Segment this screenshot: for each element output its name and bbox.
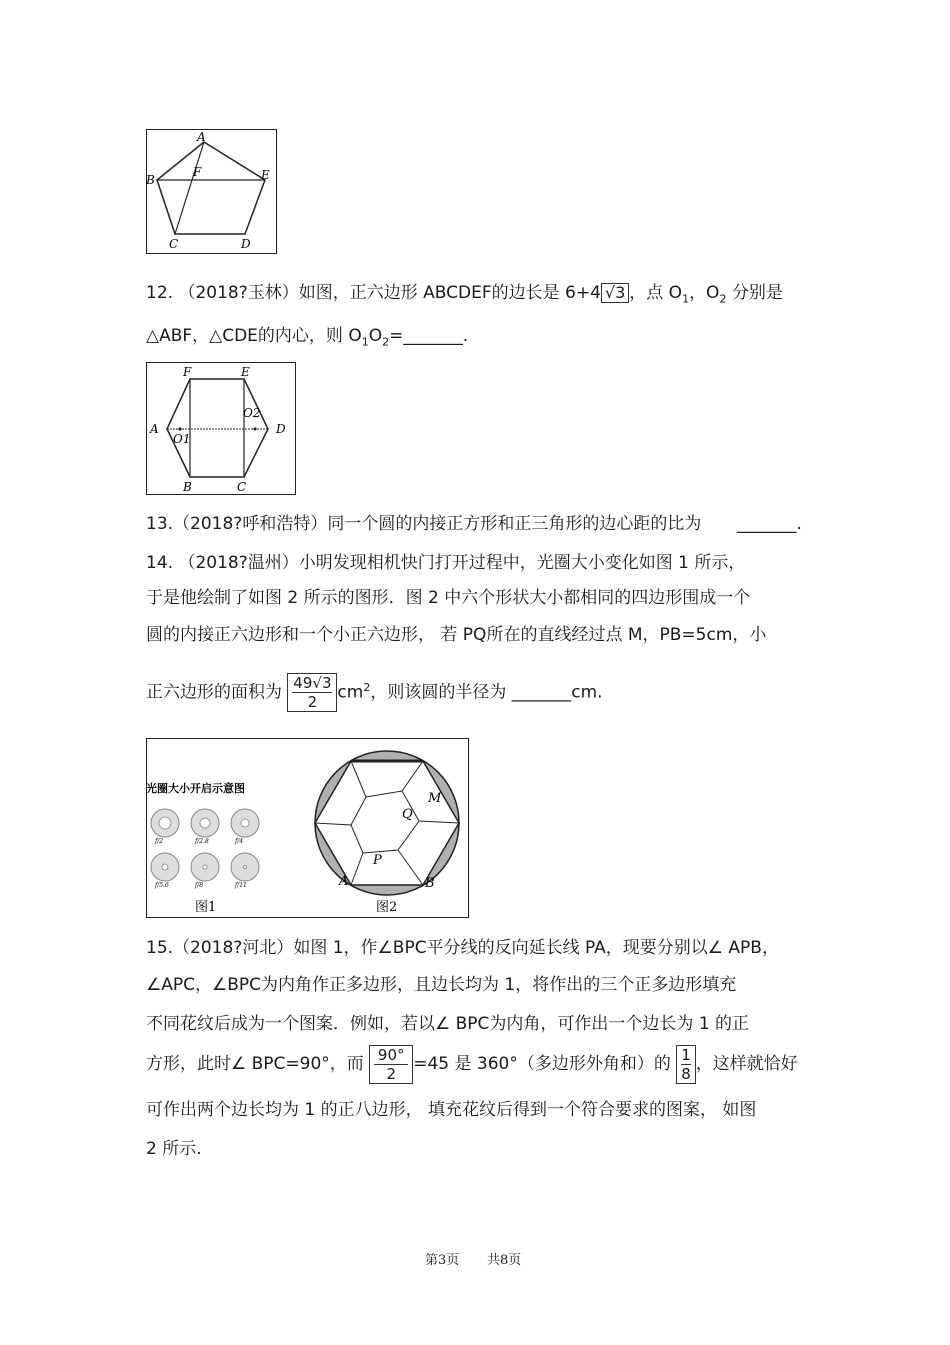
aperture-icon-3 xyxy=(231,809,259,837)
figure-pentagon xyxy=(146,129,277,254)
pentagon-diagram xyxy=(147,130,275,252)
label-A: A xyxy=(150,422,159,436)
svg-text:f/2: f/2 xyxy=(155,838,164,845)
q15-line4: 方形，此时∠ BPC=90°，而 $\frac{90^\circ}{2}$ =45 是 360°（多边形外角和）的 $\frac{1}{8}$ ，这样就恰好 xyxy=(146,1045,798,1083)
q15-line3: 不同花纹后成为一个图案．例如，若以∠ BPC为内角，可作出一个边长为 1 的正 xyxy=(146,1014,750,1034)
aperture-icon-4 xyxy=(151,853,179,881)
svg-text:f/4: f/4 xyxy=(235,838,244,845)
aperture-icon-2 xyxy=(191,809,219,837)
label-M: M xyxy=(428,791,442,806)
fraction-90-over-2: $\frac{90^\circ}{2}$ xyxy=(369,1045,413,1084)
label-O1: O1 xyxy=(173,432,191,446)
label-Q: Q xyxy=(402,807,413,822)
label-D: D xyxy=(241,237,251,251)
q14-line2: 于是他绘制了如图 2 所示的图形．图 2 中六个形状大小都相同的四边形围成一个 xyxy=(146,588,751,608)
q15-line2: ∠APC，∠BPC为内角作正多边形，且边长均为 1，将作出的三个正多边形填充 xyxy=(146,975,737,995)
svg-text:f/8: f/8 xyxy=(195,882,204,889)
aperture-icon-1 xyxy=(151,809,179,837)
aperture-title: 光圈大小开启示意图 xyxy=(146,782,245,795)
fig2-caption: 图2 xyxy=(376,900,398,915)
q12-line2: △ABF，△CDE的内心，则 $O_1O_2=\_\_\_\_\_\_\_$. xyxy=(146,326,469,349)
q14-line4: 正六边形的面积为 $\frac{49√3}{2}$ $cm^2$，则该圆的半径为 _______cm. xyxy=(146,674,603,712)
q15-line1: 15.（2018?河北）如图 1，作∠BPC平分线的反向延长线 PA，现要分别以∠ APB， xyxy=(146,938,779,958)
q12-line1: 12. （2018?玉林）如图，正六边形 ABCDEF的边长是 6+4 √3 ，点 $O_1$，$O_2$ 分别是 xyxy=(146,283,783,306)
q13-line: 13.（2018?呼和浩特）同一个圆的内接正方形和正三角形的边心距的比为 xyxy=(146,514,702,534)
label-C: C xyxy=(169,237,179,251)
svg-text:f/2.8: f/2.8 xyxy=(195,838,209,845)
q13-blank: _______. xyxy=(737,514,802,534)
label-B: B xyxy=(425,876,435,891)
q15-line5: 可作出两个边长均为 1 的正八边形， 填充花纹后得到一个符合要求的图案， 如图 xyxy=(146,1100,757,1120)
label-C: C xyxy=(237,480,247,494)
aperture-diagram xyxy=(147,739,467,916)
svg-text:f/5.6: f/5.6 xyxy=(155,882,169,889)
fraction-1-over-8: $\frac{1}{8}$ xyxy=(676,1045,696,1084)
hexagon-diagram xyxy=(147,363,294,493)
q14-line1: 14. （2018?温州）小明发现相机快门打开过程中，光圈大小变化如图 1 所示， xyxy=(146,553,746,573)
q14-line3: 圆的内接正六边形和一个小正六边形， 若 PQ所在的直线经过点 M，PB=5cm，小 xyxy=(146,625,767,645)
footer-total: 共8页 xyxy=(487,1253,522,1268)
fig1-caption: 图1 xyxy=(195,900,217,915)
fraction-area: $\frac{49√3}{2}$ xyxy=(287,673,337,712)
label-D: D xyxy=(276,422,286,436)
sqrt-box: √3 xyxy=(601,283,629,303)
footer-page: 第3页 xyxy=(425,1253,460,1268)
svg-text:f/11: f/11 xyxy=(235,882,247,889)
figure-hexagon xyxy=(146,362,296,495)
figure-aperture xyxy=(146,738,469,918)
label-O2: O2 xyxy=(243,406,261,420)
label-E: E xyxy=(241,365,250,379)
q15-line6: 2 所示. xyxy=(146,1139,202,1159)
label-B: B xyxy=(183,480,192,494)
aperture-icon-6 xyxy=(231,853,259,881)
label-E: E xyxy=(261,168,270,182)
label-F: F xyxy=(193,165,202,179)
label-P: P xyxy=(373,853,382,868)
label-B: B xyxy=(146,173,155,187)
label-A: A xyxy=(197,130,206,144)
aperture-icon-5 xyxy=(191,853,219,881)
label-A: A xyxy=(339,874,349,889)
label-F: F xyxy=(183,365,192,379)
